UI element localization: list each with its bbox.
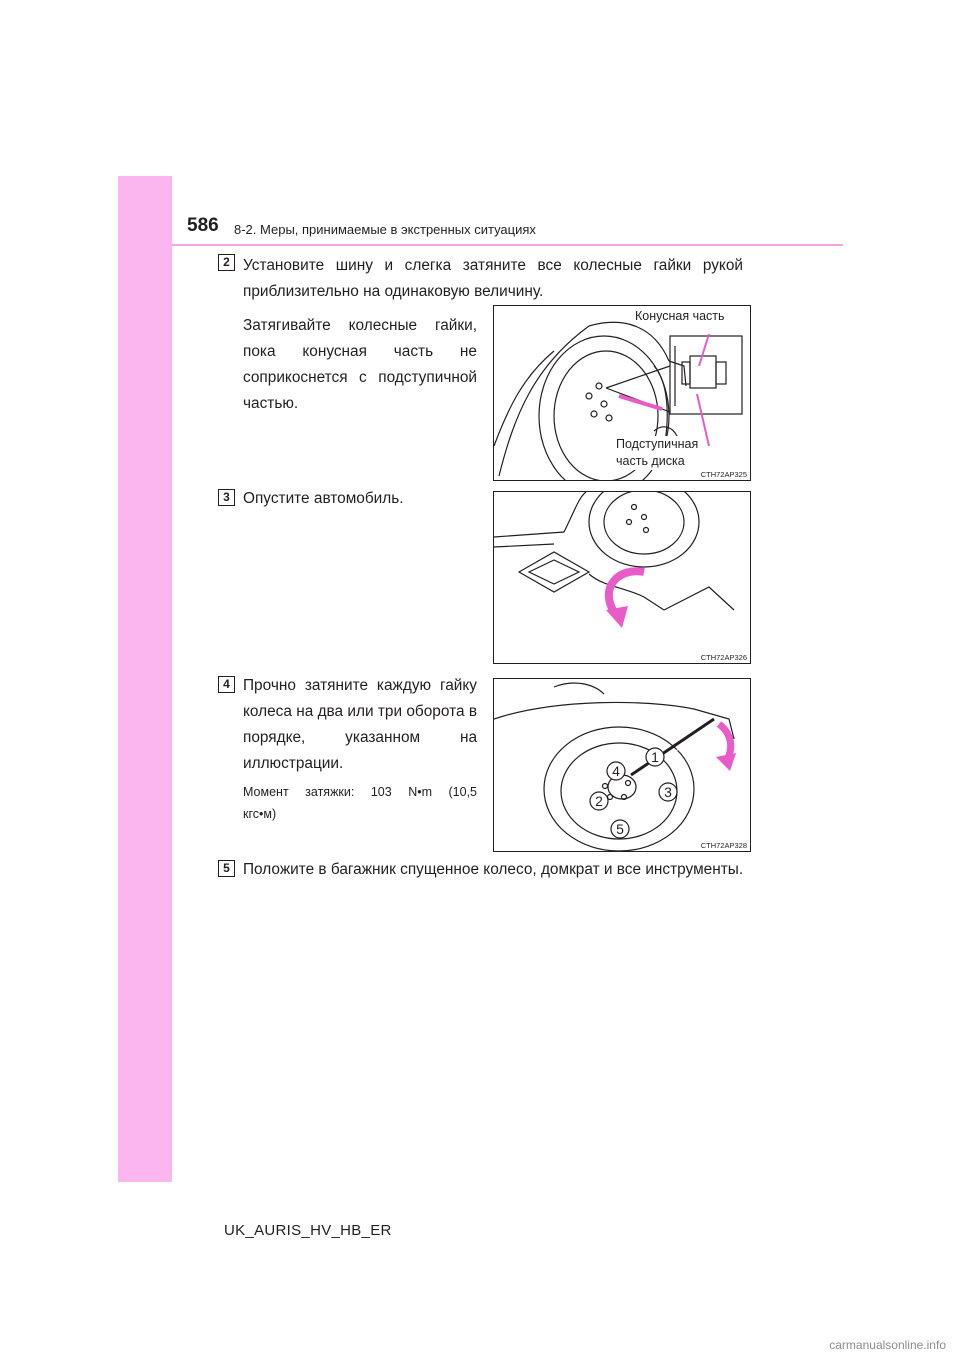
order-number-4: 4 — [612, 763, 620, 779]
step-2-text-line1: Установите шину и слегка затяните все колесные гайки рукой — [243, 257, 743, 274]
page-number: 586 — [187, 215, 219, 236]
figure-tighten-order — [493, 678, 751, 852]
document-code: UK_AURIS_HV_HB_ER — [224, 1222, 392, 1239]
order-number-1: 1 — [651, 749, 659, 765]
step-2-text-line2: приблизительно на одинаковую величину. — [243, 283, 544, 300]
step-2-marker: 2 — [218, 254, 235, 271]
figure-code: CTH72AP326 — [700, 653, 747, 662]
torque-line: Момент затяжки: 103 N•m (10,5 — [243, 785, 477, 799]
figure-code: CTH72AP328 — [700, 841, 747, 850]
step-2-note-line: частью. — [243, 395, 299, 412]
order-number-badges — [494, 679, 750, 851]
jack-illustration — [494, 492, 750, 663]
step-4-text-line: Прочно затяните каждую гайку — [243, 677, 477, 694]
step-2-note-line: пока конусная часть не — [243, 343, 477, 360]
step-4-text-line: колеса на два или три оборота в — [243, 703, 477, 720]
step-5-marker: 5 — [218, 860, 235, 877]
order-number-3: 3 — [664, 784, 672, 800]
step-3-marker: 3 — [218, 489, 235, 506]
step-4-marker: 4 — [218, 676, 235, 693]
step-4-text-line: порядке, указанном на — [243, 729, 477, 746]
figure-lower-vehicle — [493, 491, 751, 664]
section-title: 8-2. Меры, принимаемые в экстренных ситуациях — [234, 222, 536, 237]
step-2-note-line: Затягивайте колесные гайки, — [243, 317, 477, 334]
torque-line: кгс•м) — [243, 807, 277, 821]
step-3-text: Опустите автомобиль. — [243, 490, 404, 507]
figure-code: CTH72AP325 — [700, 470, 747, 479]
label-cone-part: Конусная часть — [635, 309, 725, 323]
step-2-note-line: соприкоснется с подступичной — [243, 369, 477, 386]
order-number-5: 5 — [616, 821, 624, 837]
side-tab-bar — [118, 176, 172, 1182]
order-number-2: 2 — [595, 793, 603, 809]
step-4-text-line: иллюстрации. — [243, 755, 344, 772]
header-rule — [172, 244, 843, 246]
watermark: carmanualsonline.info — [829, 1338, 946, 1352]
label-hub-part-line2: часть диска — [616, 454, 685, 468]
step-5-text: Положите в багажник спущенное колесо, домкрат и все инструменты. — [243, 861, 744, 878]
figure-wheel-nut-cone — [493, 305, 751, 481]
label-hub-part-line1: Подступичная — [616, 437, 699, 451]
